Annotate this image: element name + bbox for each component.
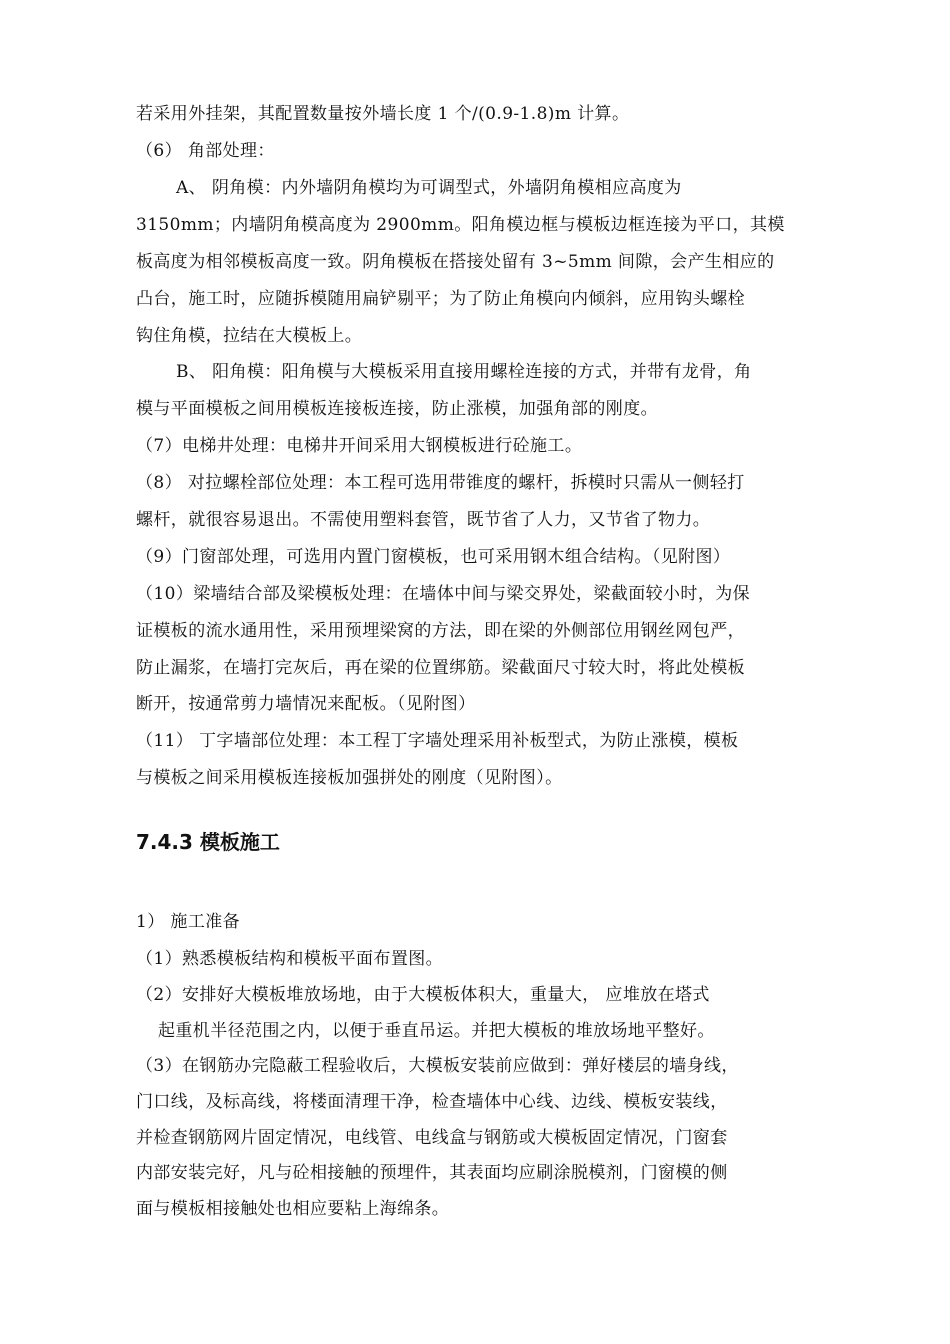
text-line: （11） 丁字墙部位处理：本工程丁字墙处理采用补板型式，为防止涨模，模板 [136,731,739,751]
text-line: 防止漏浆，在墙打完灰后，再在梁的位置绑筋。梁截面尺寸较大时，将此处模板 [136,658,745,678]
text-line: 3150mm；内墙阴角模高度为 2900mm。阳角模边框与模板边框连接为平口，其模 [136,215,785,235]
text-line: （10）梁墙结合部及梁模板处理：在墙体中间与梁交界处，梁截面较小时，为保 [136,584,751,604]
text-line: 断开，按通常剪力墙情况来配板。（见附图） [136,694,476,714]
text-line: 门口线，及标高线，将楼面清理干净，检查墙体中心线、边线、模板安装线， [136,1092,728,1112]
text-line: 凸台，施工时，应随拆模随用扁铲剔平；为了防止角模向内倾斜，应用钩头螺栓 [136,289,745,309]
text-line: 证模板的流水通用性，采用预埋梁窝的方法，即在梁的外侧部位用钢丝网包严， [136,621,745,641]
text-line: 内部安装完好，凡与砼相接触的预埋件，其表面均应刷涂脱模剂，门窗模的侧 [136,1163,728,1183]
text-line: 板高度为相邻模板高度一致。阴角模板在搭接处留有 3~5mm 间隙，会产生相应的 [136,252,775,272]
text-line: 钩住角模，拉结在大模板上。 [136,326,363,346]
text-line: 起重机半径范围之内，以便于垂直吊运。并把大模板的堆放场地平整好。 [158,1021,715,1041]
section-heading: 7.4.3 模板施工 [136,830,280,854]
text-line: 与模板之间采用模板连接板加强拼处的刚度（见附图）。 [136,768,563,788]
text-line: 螺杆，就很容易退出。不需使用塑料套管，既节省了人力，又节省了物力。 [136,510,711,530]
text-line: 面与模板相接触处也相应要粘上海绵条。 [136,1199,450,1219]
text-line: （9）门窗部处理，可选用内置门窗模板，也可采用钢木组合结构。（见附图） [136,547,731,567]
text-line: （1）熟悉模板结构和模板平面布置图。 [136,949,444,969]
text-line: 若采用外挂架，其配置数量按外墙长度 1 个/(0.9-1.8)m 计算。 [136,104,630,124]
text-line: （6） 角部处理： [136,141,275,161]
text-line: 并检查钢筋网片固定情况，电线管、电线盒与钢筋或大模板固定情况，门窗套 [136,1128,728,1148]
text-line: （2）安排好大模板堆放场地，由于大模板体积大，重量大， 应堆放在塔式 [136,985,710,1005]
text-line: B、 阳角模：阳角模与大模板采用直接用螺栓连接的方式，并带有龙骨，角 [176,362,752,382]
text-line: 1） 施工准备 [136,912,241,932]
text-line: （8） 对拉螺栓部位处理：本工程可选用带锥度的螺杆，拆模时只需从一侧轻打 [136,473,745,493]
text-line: （3）在钢筋办完隐蔽工程验收后，大模板安装前应做到：弹好楼层的墙身线， [136,1056,739,1076]
text-line: （7）电梯井处理：电梯井开间采用大钢模板进行砼施工。 [136,436,583,456]
text-line: 模与平面模板之间用模板连接板连接，防止涨模，加强角部的刚度。 [136,399,658,419]
text-line: A、 阴角模：内外墙阴角模均为可调型式，外墙阴角模相应高度为 [176,178,682,198]
